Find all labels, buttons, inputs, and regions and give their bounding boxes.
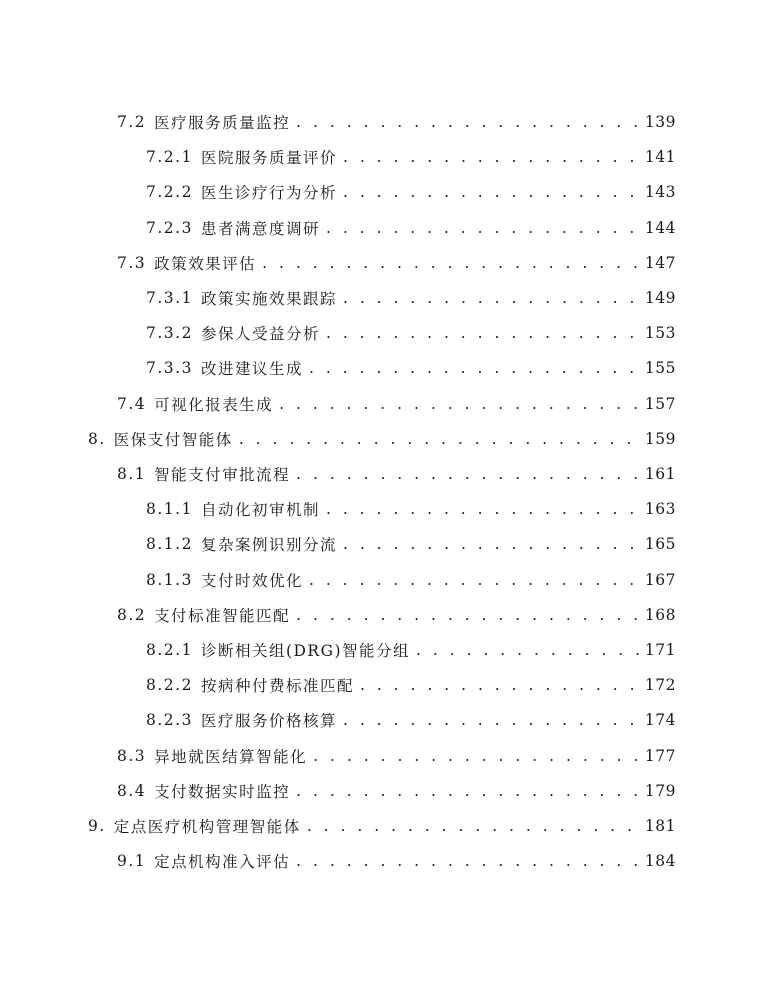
toc-entry-title: 诊断相关组(DRG)智能分组 <box>200 642 411 660</box>
toc-entry-page-number: 143 <box>644 183 676 202</box>
toc-entry-number: 8.2 <box>117 605 147 624</box>
toc-entry[interactable] <box>117 776 676 806</box>
toc-entry[interactable] <box>117 600 676 630</box>
toc-entry[interactable] <box>146 670 676 700</box>
dot-leader <box>326 324 639 342</box>
toc-entry-page-number: 139 <box>644 113 676 131</box>
toc-entry-title: 异地就医结算智能化 <box>154 747 308 766</box>
toc-entry[interactable] <box>88 424 676 454</box>
dot-leader <box>326 219 639 237</box>
toc-entry-title: 支付数据实时监控 <box>154 782 291 801</box>
toc-entry-number: 7.2.2 <box>146 183 193 202</box>
toc-entry-number: 8.2.3 <box>146 711 193 730</box>
toc-entry[interactable] <box>146 177 676 207</box>
toc-entry-number: 7.3.1 <box>146 289 193 307</box>
toc-entry-number: 7.3.2 <box>146 324 193 343</box>
toc-entry-title: 医疗服务价格核算 <box>200 712 337 731</box>
toc-entry-title: 政策实施效果跟踪 <box>200 290 337 308</box>
toc-entry-page-number: 184 <box>644 852 676 871</box>
toc-entry-page-number: 174 <box>644 711 676 730</box>
toc-entry-page-number: 159 <box>644 429 676 448</box>
dot-leader <box>279 395 639 413</box>
dot-leader <box>296 465 639 483</box>
toc-entry-page-number: 177 <box>644 746 676 765</box>
toc-entry[interactable] <box>146 353 676 383</box>
toc-entry[interactable] <box>117 459 676 489</box>
dot-leader <box>296 852 639 870</box>
toc-entry-title: 医生诊疗行为分析 <box>200 184 337 203</box>
toc-entry-title: 患者满意度调研 <box>200 219 320 238</box>
dot-leader <box>262 254 639 272</box>
toc-entry-page-number: 179 <box>644 781 676 800</box>
toc-entry-title: 支付标准智能匹配 <box>154 606 291 625</box>
toc-entry-number: 9. <box>88 817 106 835</box>
toc-entry[interactable] <box>146 213 676 243</box>
toc-entry-title: 定点机构准入评估 <box>154 853 291 872</box>
toc-entry-page-number: 172 <box>644 676 676 695</box>
toc-entry-page-number: 141 <box>644 148 676 167</box>
toc-entry[interactable] <box>146 565 676 595</box>
dot-leader <box>343 711 639 729</box>
toc-entry-page-number: 155 <box>644 359 676 378</box>
toc-entry[interactable] <box>117 248 676 278</box>
toc-entry-number: 8.2.1 <box>146 641 193 659</box>
dot-leader <box>326 500 639 518</box>
toc-entry-number: 7.3.3 <box>146 359 193 378</box>
toc-entry[interactable] <box>146 494 676 524</box>
toc-entry[interactable] <box>117 389 676 419</box>
toc-entry-title: 自动化初审机制 <box>200 501 320 520</box>
toc-entry[interactable] <box>117 846 676 876</box>
toc-entry[interactable] <box>146 705 676 735</box>
dot-leader <box>296 113 639 131</box>
toc-entry-number: 8.3 <box>117 746 147 765</box>
toc-entry-title: 智能支付审批流程 <box>154 466 291 484</box>
dot-leader <box>313 747 639 765</box>
dot-leader <box>296 782 639 800</box>
toc-entry-title: 支付时效优化 <box>200 571 303 590</box>
toc-entry-title: 定点医疗机构管理智能体 <box>113 818 301 836</box>
toc-entry[interactable] <box>146 142 676 172</box>
toc-entry[interactable] <box>117 107 676 137</box>
dot-leader <box>309 359 639 377</box>
toc-entry-title: 改进建议生成 <box>200 360 303 379</box>
dot-leader <box>343 148 639 166</box>
dot-leader <box>296 606 639 624</box>
toc-entry-number: 8.1.3 <box>146 570 193 589</box>
toc-entry-page-number: 165 <box>644 535 676 554</box>
toc-entry-title: 可视化报表生成 <box>154 395 274 414</box>
dot-leader <box>343 183 639 201</box>
toc-entry-title: 参保人受益分析 <box>200 325 320 344</box>
toc-entry-page-number: 181 <box>644 817 676 835</box>
toc-entry-number: 7.2.1 <box>146 148 193 167</box>
dot-leader <box>239 430 645 448</box>
toc-entry-title: 按病种付费标准匹配 <box>200 677 354 696</box>
toc-entry-number: 7.2.3 <box>146 218 193 237</box>
toc-entry-title: 复杂案例识别分流 <box>200 536 337 555</box>
dot-leader <box>307 817 645 835</box>
toc-entry-number: 7.2 <box>117 113 147 131</box>
toc-entry-title: 政策效果评估 <box>154 254 257 273</box>
toc-entry[interactable] <box>88 811 676 841</box>
toc-entry-page-number: 157 <box>644 394 676 413</box>
toc-entry-title: 医院服务质量评价 <box>200 149 337 168</box>
dot-leader <box>416 641 639 659</box>
toc-entry-page-number: 153 <box>644 324 676 343</box>
toc-entry-title: 医保支付智能体 <box>113 430 233 449</box>
toc-entry-page-number: 171 <box>644 641 676 659</box>
toc-entry-number: 8.1.2 <box>146 535 193 554</box>
dot-leader <box>343 535 639 553</box>
toc-entry-number: 7.4 <box>117 394 147 413</box>
toc-entry[interactable] <box>146 318 676 348</box>
dot-leader <box>343 289 639 307</box>
toc-entry-page-number: 147 <box>644 253 676 272</box>
toc-entry-number: 8.1 <box>117 465 147 483</box>
dot-leader <box>360 676 639 694</box>
toc-entry-number: 8.1.1 <box>146 500 193 519</box>
toc-entry-number: 8. <box>88 429 106 448</box>
toc-entry-page-number: 161 <box>644 465 676 483</box>
toc-entry[interactable] <box>146 283 676 313</box>
toc-entry-number: 9.1 <box>117 852 147 871</box>
toc-entry-page-number: 144 <box>644 218 676 237</box>
toc-entry-page-number: 163 <box>644 500 676 519</box>
toc-entry-title: 医疗服务质量监控 <box>154 114 291 132</box>
toc-entry[interactable] <box>146 529 676 559</box>
toc-entry[interactable] <box>117 741 676 771</box>
toc-entry-page-number: 149 <box>644 289 676 307</box>
toc-entry-page-number: 168 <box>644 605 676 624</box>
toc-entry-number: 8.2.2 <box>146 676 193 695</box>
dot-leader <box>309 571 639 589</box>
toc-entry-number: 8.4 <box>117 781 147 800</box>
toc-entry-number: 7.3 <box>117 253 147 272</box>
toc-entry[interactable] <box>146 635 676 665</box>
toc-entry-page-number: 167 <box>644 570 676 589</box>
